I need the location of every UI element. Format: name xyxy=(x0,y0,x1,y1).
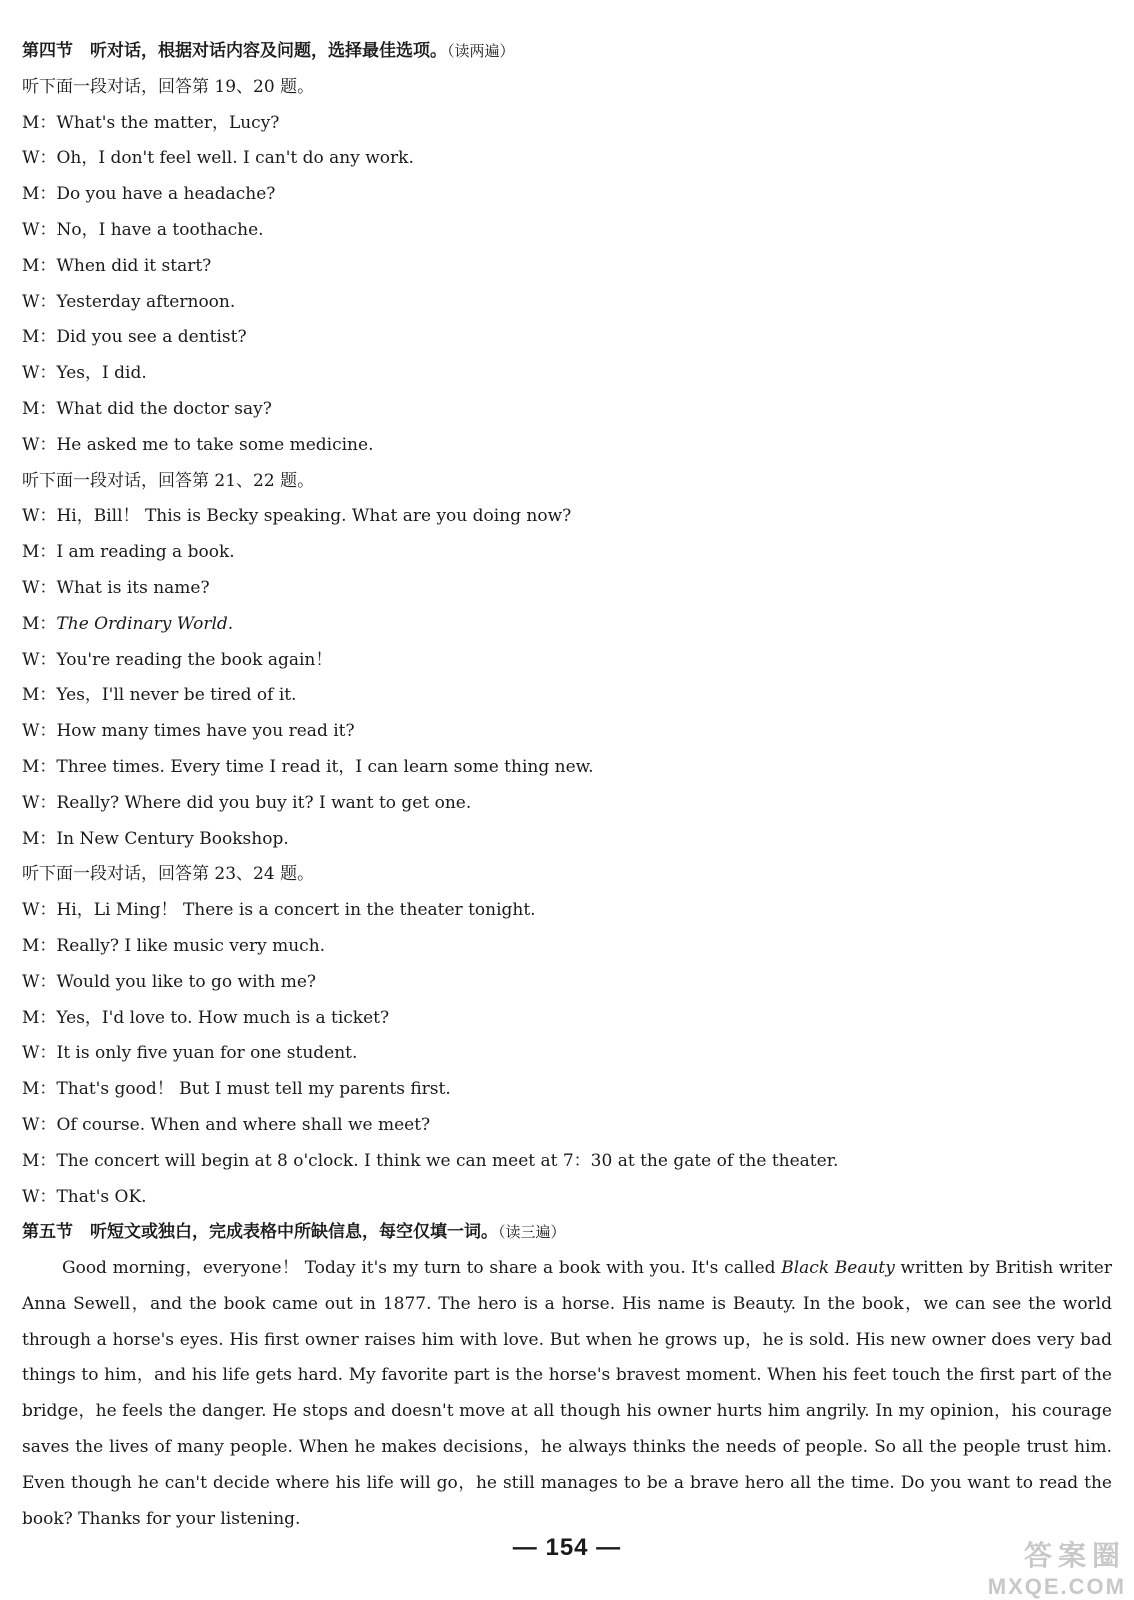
dialogue-line: M：When did it start? xyxy=(22,255,212,276)
book-title-line xyxy=(22,607,1112,643)
passage xyxy=(22,1251,1112,1537)
passage-paragraph xyxy=(22,1251,1112,1537)
speaker-label: M： xyxy=(22,613,57,634)
section-4-heading xyxy=(22,34,1112,70)
dialogue-line: M：Did you see a dentist? xyxy=(22,327,247,348)
dialogue-line: 听下面一段对话，回答第 19、20 题。 xyxy=(22,76,315,97)
dialogue-line: W：Oh，I don't feel well. I can't do any work. xyxy=(22,148,414,169)
dialogue-line: W：He asked me to take some medicine. xyxy=(22,434,374,455)
section-5-heading xyxy=(22,1215,1112,1251)
watermark-bottom-text: MXQE.COM xyxy=(987,1574,1126,1599)
dialogue-line: W：It is only five yuan for one student. xyxy=(22,1043,358,1064)
dialogue-line: M：In New Century Bookshop. xyxy=(22,828,289,849)
dialogue-line: M：That's good！ But I must tell my parents first. xyxy=(22,1079,451,1100)
dialogue-line: M：The concert will begin at 8 o'clock. I think we can meet at 7：30 at the gate of the theater. xyxy=(22,1150,839,1171)
dialogue-line: W：Hi，Bill！ This is Becky speaking. What are you doing now? xyxy=(22,506,572,527)
watermark-top-text: 答案圈 xyxy=(1023,1540,1126,1571)
dialogue-line: M：What did the doctor say? xyxy=(22,398,272,419)
dialogue-line: W：Hi，Li Ming！ There is a concert in the theater tonight. xyxy=(22,900,536,921)
dialogue-line: M：Do you have a headache? xyxy=(22,184,276,205)
section-4-note: （读两遍） xyxy=(447,42,515,60)
dialogue-line: W：No，I have a toothache. xyxy=(22,219,264,240)
dialogue-line: W：Yes，I did. xyxy=(22,363,147,384)
dialogue-line: 听下面一段对话，回答第 23、24 题。 xyxy=(22,864,315,885)
dialogue-lines-part1 xyxy=(22,70,1112,607)
dialogue-lines-part2 xyxy=(22,643,1112,1216)
dialogue-line: W：You're reading the book again！ xyxy=(22,649,333,670)
dialogue-line: W：Would you like to go with me? xyxy=(22,971,316,992)
section-4-title: 第四节 听对话，根据对话内容及问题，选择最佳选项。 xyxy=(22,41,447,61)
passage-book-title: Black Beauty xyxy=(781,1258,895,1279)
watermark-logo xyxy=(956,1534,1126,1599)
section-5-note: （读三遍） xyxy=(498,1223,566,1242)
dialogue-line: W：How many times have you read it? xyxy=(22,721,355,742)
dialogue-line: M：Yes，I'd love to. How much is a ticket? xyxy=(22,1007,390,1028)
passage-text-rest: written by British writer Anna Sewell，and the book came out in 1877. The hero is a horse. His name is Beauty. In the book，we can see the world through a horse's eyes. His first owner raises him with love. But when he grows up，he is sold. His new owner does very bad things to him，and his life gets hard. My favorite part is the horse's bravest moment. When his feet touch the first part of the bridge，he feels the danger. He stops and doesn't move at all though his owner hurts him angrily. In my opinion，his courage saves the lives of many people. When he makes decisions，he always thinks the needs of people. So all the people trust him. Even though he can't decide where his life will go，he still manages to be a brave hero all the time. Do you want to read the book? Thanks for your listening. xyxy=(22,1258,1112,1529)
book-title: The Ordinary World. xyxy=(56,613,234,634)
dialogue-line: W：Of course. When and where shall we meet? xyxy=(22,1114,431,1135)
dialogue-line: W：Yesterday afternoon. xyxy=(22,291,236,312)
page-content xyxy=(22,34,1112,1537)
dialogue-line: M：Yes，I'll never be tired of it. xyxy=(22,685,297,706)
dialogue-line: W：That's OK. xyxy=(22,1186,147,1207)
dialogue-line: M：Really? I like music very much. xyxy=(22,935,326,956)
section-5-title: 第五节 听短文或独白，完成表格中所缺信息，每空仅填一词。 xyxy=(22,1222,498,1243)
dialogue-line: M：What's the matter，Lucy? xyxy=(22,112,280,133)
dialogue-line: W：What is its name? xyxy=(22,577,210,598)
passage-text-start: Good morning，everyone！ Today it's my turn to share a book with you. It's called xyxy=(62,1258,782,1279)
dialogue-line: 听下面一段对话，回答第 21、22 题。 xyxy=(22,470,315,491)
dialogue-line: W：Really? Where did you buy it? I want to get one. xyxy=(22,792,472,813)
page-number: — 154 — xyxy=(512,1534,622,1561)
dialogue-line: M：I am reading a book. xyxy=(22,542,235,563)
dialogue-line: M：Three times. Every time I read it，I can learn some thing new. xyxy=(22,756,594,777)
